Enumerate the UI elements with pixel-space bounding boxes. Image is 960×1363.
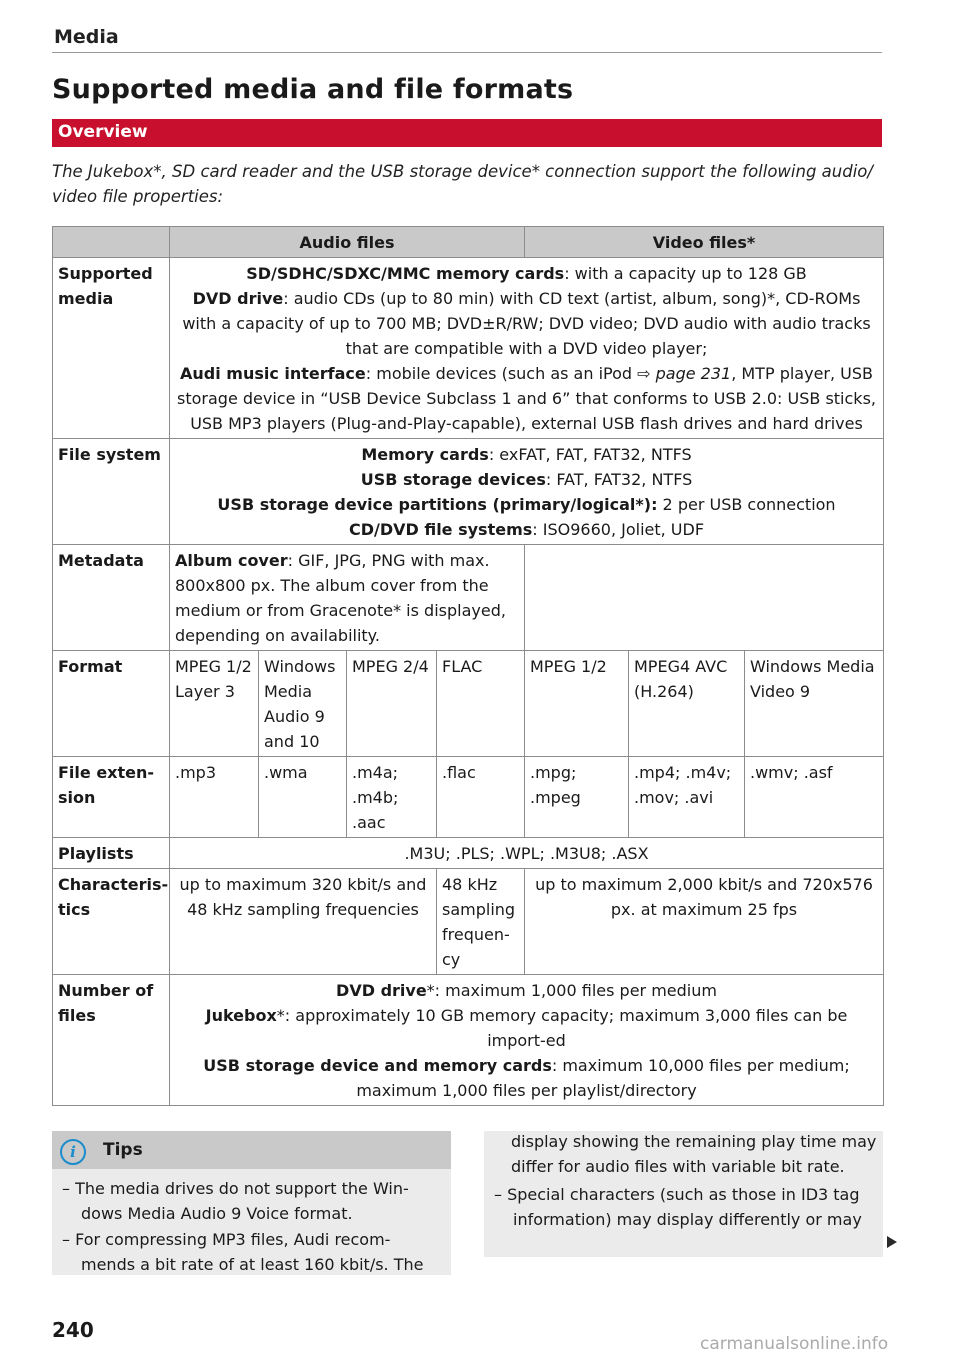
formats-table [52,226,884,1106]
overview-label: Overview [58,122,148,142]
metadata-video-cell [525,545,884,651]
table-row [53,757,884,838]
table-row [53,838,884,869]
row-label-filesystem: File system [53,439,170,545]
page-number: 240 [52,1318,94,1342]
page-title: Supported media and file formats [52,74,574,105]
extension-cell: .mp4; .m4v; .mov; .avi [629,757,745,838]
part-bold: USB storage device partitions (primary/logical*): [217,495,658,514]
overview-bar [52,119,882,147]
extension-cell: .wmv; .asf [745,757,884,838]
tips-continued-body [494,1129,879,1233]
nf-dvd-bold: DVD drive [336,981,427,1000]
format-cell: MPEG4 AVC (H.264) [629,651,745,757]
cd-bold: CD/DVD file systems [348,520,533,539]
table-row [53,258,884,439]
extension-cell: .m4a; .m4b; .aac [347,757,437,838]
playlists-cell: .M3U; .PLS; .WPL; .M3U8; .ASX [170,838,884,869]
nf-usb-bold: USB storage device and memory cards [203,1056,552,1075]
cd-text: : ISO9660, Joliet, UDF [532,520,705,539]
format-cell: MPEG 1/2 Layer 3 [170,651,259,757]
ami-bold: Audi music interface [180,364,366,383]
section-title: Media [54,26,119,48]
tips-title: Tips [103,1140,143,1160]
row-label-format: Format [53,651,170,757]
tips-continued-box [484,1131,883,1257]
nf-juke-text: *: approximately 10 GB memory capacity; maximum 3,000 files can be import-ed [276,1006,848,1050]
table-row [53,545,884,651]
sd-text: : with a capacity up to 128 GB [564,264,807,283]
format-cell: Windows Media Audio 9 and 10 [259,651,347,757]
supported-media-cell [170,258,884,439]
format-cell: MPEG 1/2 [525,651,629,757]
tips-header [52,1131,451,1169]
watermark: carmanualsonline.info [700,1334,889,1354]
extension-cell: .flac [437,757,525,838]
table-header-row [53,227,884,258]
tip-item: – Special characters (such as those in ID3 tag information) may display differently or may [494,1185,862,1229]
usb-bold: USB storage devices [360,470,546,489]
mem-bold: Memory cards [361,445,489,464]
extension-cell: .mp3 [170,757,259,838]
row-label-characteristics: Characteris-tics [53,869,170,975]
row-label-numfiles: Number of files [53,975,170,1106]
ami-text2: , MTP player, USB storage device in “USB Device Subclass 1 and 6” that conforms to USB 2.0: USB sticks, USB MP3 players (Plug-and-Play-capable), external USB flash drives and hard drives [177,364,876,433]
metadata-audio-cell [170,545,525,651]
numfiles-cell [170,975,884,1106]
header-audio: Audio files [170,227,525,258]
nf-usb-text: : maximum 10,000 files per medium; maximum 1,000 files per playlist/directory [356,1056,850,1100]
album-bold: Album cover [175,551,288,570]
nf-juke-bold: Jukebox [205,1006,277,1025]
row-label-supported: Supported media [53,258,170,439]
album-text: : GIF, JPG, PNG with max. 800x800 px. The album cover from the medium or from Gracenote* is displayed, depending on availability. [175,551,506,645]
extension-cell: .wma [259,757,347,838]
row-label-playlists: Playlists [53,838,170,869]
mem-text: : exFAT, FAT, FAT32, NTFS [488,445,692,464]
tip-continuation: display showing the remaining play time may differ for audio files with variable bit rate. [511,1132,877,1176]
row-label-metadata: Metadata [53,545,170,651]
intro-text: The Jukebox*, SD card reader and the USB storage device* connection support the following audio/ video file properties: [52,162,873,206]
char-audio-cell: up to maximum 320 kbit/s and 48 kHz sampling frequencies [170,869,437,975]
header-blank-cell [53,227,170,258]
tips-box [52,1131,451,1275]
tip-item: – For compressing MP3 files, Audi recom-mends a bit rate of at least 160 kbit/s. The [62,1230,424,1274]
char-flac-cell: 48 kHz sampling frequen-cy [437,869,525,975]
table-row [53,651,884,757]
header-video: Video files* [525,227,884,258]
page-ref-link[interactable]: ⇨ page 231 [637,364,732,383]
table-row [53,869,884,975]
table-row [53,439,884,545]
format-cell: FLAC [437,651,525,757]
dvd-text: : audio CDs (up to 80 min) with CD text (artist, album, song)*, CD-ROMs with a capacity of up to 700 MB; DVD±R/RW; DVD video; DVD audio with audio tracks that are compatible with a DVD video player; [182,289,871,358]
nf-dvd-text: *: maximum 1,000 files per medium [426,981,717,1000]
continue-arrow-icon [887,1236,897,1248]
part-text: 2 per USB connection [657,495,836,514]
sd-bold: SD/SDHC/SDXC/MMC memory cards [246,264,565,283]
usb-text: : FAT, FAT32, NTFS [545,470,693,489]
ami-text1: : mobile devices (such as an iPod [365,364,638,383]
row-label-extension: File exten-sion [53,757,170,838]
filesystem-cell [170,439,884,545]
info-icon: i [60,1139,86,1165]
char-video-cell: up to maximum 2,000 kbit/s and 720x576 px. at maximum 25 fps [525,869,884,975]
format-cell: MPEG 2/4 [347,651,437,757]
header-rule [52,52,882,53]
tips-body [62,1176,442,1278]
format-cell: Windows Media Video 9 [745,651,884,757]
extension-cell: .mpg; .mpeg [525,757,629,838]
dvd-bold: DVD drive [192,289,284,308]
table-row [53,975,884,1106]
tip-item: – The media drives do not support the Win-dows Media Audio 9 Voice format. [62,1179,409,1223]
